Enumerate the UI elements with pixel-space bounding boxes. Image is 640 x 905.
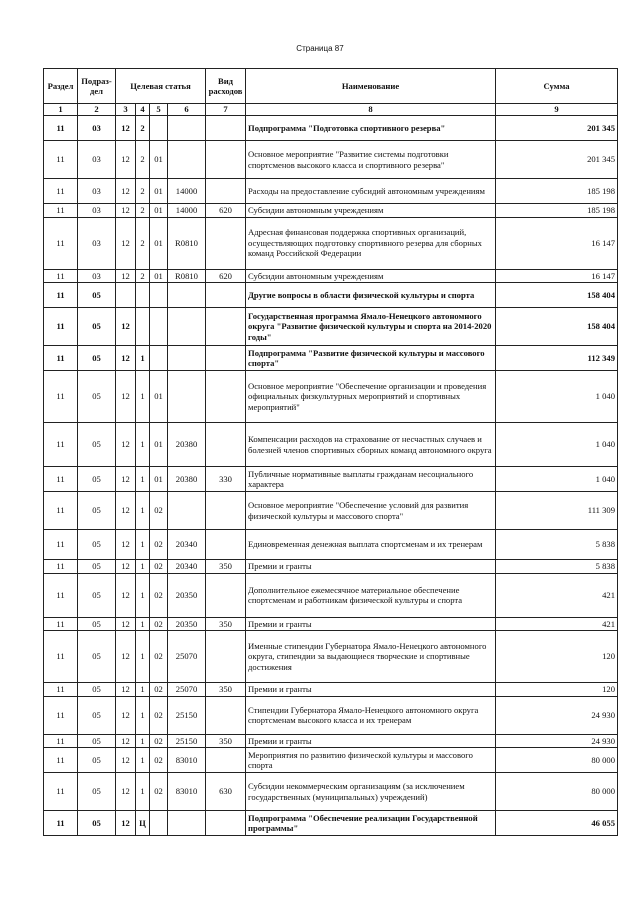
- cell-subprogram: 1: [136, 631, 150, 683]
- column-number-row: [44, 104, 618, 116]
- cell-name: Публичные нормативные выплаты гражданам несоциального характера: [246, 467, 496, 492]
- cell-event: 01: [150, 423, 168, 467]
- cell-podrazdel: 05: [78, 617, 116, 631]
- table-body: [44, 116, 618, 836]
- cell-subprogram: 2: [136, 217, 150, 269]
- cell-podrazdel: 05: [78, 423, 116, 467]
- cell-razdel: 11: [44, 467, 78, 492]
- cell-expense-type: [206, 811, 246, 836]
- cell-name: Основное мероприятие "Развитие системы подготовки спортсменов высокого класса и спортивного резерва": [246, 141, 496, 179]
- cell-sum: 158 404: [496, 283, 618, 308]
- cell-razdel: 11: [44, 204, 78, 218]
- cell-subprogram: 1: [136, 560, 150, 574]
- cell-podrazdel: 03: [78, 217, 116, 269]
- cell-subprogram: [136, 283, 150, 308]
- cell-direction: [168, 371, 206, 423]
- cell-event: 02: [150, 683, 168, 697]
- cell-program: 12: [116, 748, 136, 773]
- cell-expense-type: [206, 141, 246, 179]
- cell-event: 01: [150, 217, 168, 269]
- cell-expense-type: [206, 346, 246, 371]
- cell-program: 12: [116, 773, 136, 811]
- cell-podrazdel: 03: [78, 269, 116, 283]
- cell-expense-type: 350: [206, 617, 246, 631]
- cell-program: 12: [116, 308, 136, 346]
- cell-event: 02: [150, 734, 168, 748]
- cell-direction: [168, 308, 206, 346]
- table-row: [44, 492, 618, 530]
- cell-expense-type: [206, 573, 246, 617]
- cell-direction: R0810: [168, 269, 206, 283]
- column-number: 8: [246, 104, 496, 116]
- cell-sum: 421: [496, 617, 618, 631]
- cell-program: 12: [116, 696, 136, 734]
- table-row: [44, 631, 618, 683]
- cell-program: 12: [116, 179, 136, 204]
- cell-sum: 24 930: [496, 696, 618, 734]
- cell-subprogram: 1: [136, 696, 150, 734]
- cell-direction: [168, 346, 206, 371]
- cell-program: 12: [116, 269, 136, 283]
- cell-program: 12: [116, 467, 136, 492]
- column-number: 4: [136, 104, 150, 116]
- cell-expense-type: 330: [206, 467, 246, 492]
- page-label: Страница 87: [296, 44, 344, 53]
- cell-program: 12: [116, 116, 136, 141]
- cell-expense-type: 620: [206, 269, 246, 283]
- cell-expense-type: 350: [206, 734, 246, 748]
- cell-razdel: 11: [44, 492, 78, 530]
- cell-program: 12: [116, 346, 136, 371]
- budget-table: [43, 68, 618, 836]
- cell-sum: 120: [496, 683, 618, 697]
- cell-sum: 120: [496, 631, 618, 683]
- table-row: [44, 467, 618, 492]
- column-number: 2: [78, 104, 116, 116]
- cell-name: Адресная финансовая поддержка спортивных организаций, осуществляющих подготовку спортивного резерва для сборных команд Российской Федерации: [246, 217, 496, 269]
- cell-event: 02: [150, 748, 168, 773]
- cell-sum: 80 000: [496, 773, 618, 811]
- cell-sum: 24 930: [496, 734, 618, 748]
- cell-event: 02: [150, 773, 168, 811]
- cell-expense-type: [206, 696, 246, 734]
- cell-podrazdel: 03: [78, 204, 116, 218]
- cell-razdel: 11: [44, 283, 78, 308]
- cell-podrazdel: 05: [78, 346, 116, 371]
- cell-direction: 14000: [168, 204, 206, 218]
- cell-podrazdel: 05: [78, 773, 116, 811]
- cell-podrazdel: 05: [78, 573, 116, 617]
- column-number: 1: [44, 104, 78, 116]
- cell-name: Единовременная денежная выплата спортсменам и их тренерам: [246, 530, 496, 560]
- cell-name: Основное мероприятие "Обеспечение организации и проведения официальных физкультурных мероприятий и спортивных мероприятий": [246, 371, 496, 423]
- cell-expense-type: 630: [206, 773, 246, 811]
- cell-sum: 201 345: [496, 116, 618, 141]
- cell-subprogram: 2: [136, 204, 150, 218]
- cell-direction: 25150: [168, 696, 206, 734]
- cell-podrazdel: 03: [78, 141, 116, 179]
- cell-expense-type: [206, 371, 246, 423]
- cell-expense-type: [206, 631, 246, 683]
- table-row: [44, 773, 618, 811]
- cell-event: [150, 811, 168, 836]
- cell-name: Расходы на предоставление субсидий автономным учреждениям: [246, 179, 496, 204]
- cell-razdel: 11: [44, 141, 78, 179]
- cell-event: [150, 346, 168, 371]
- cell-event: 01: [150, 141, 168, 179]
- cell-event: 01: [150, 371, 168, 423]
- cell-razdel: 11: [44, 116, 78, 141]
- cell-sum: 80 000: [496, 748, 618, 773]
- cell-podrazdel: 03: [78, 179, 116, 204]
- cell-event: 02: [150, 631, 168, 683]
- cell-razdel: 11: [44, 346, 78, 371]
- cell-program: 12: [116, 530, 136, 560]
- column-number: 3: [116, 104, 136, 116]
- cell-subprogram: 2: [136, 141, 150, 179]
- cell-direction: [168, 492, 206, 530]
- cell-razdel: 11: [44, 617, 78, 631]
- cell-event: [150, 308, 168, 346]
- cell-sum: 46 055: [496, 811, 618, 836]
- table-row: [44, 283, 618, 308]
- table-row: [44, 748, 618, 773]
- cell-name: Субсидии некоммерческим организациям (за исключением государственных (муниципальных) учреждений): [246, 773, 496, 811]
- cell-subprogram: 2: [136, 116, 150, 141]
- cell-direction: 83010: [168, 748, 206, 773]
- cell-subprogram: 1: [136, 530, 150, 560]
- cell-name: Подпрограмма "Развитие физической культуры и массового спорта": [246, 346, 496, 371]
- cell-subprogram: 2: [136, 179, 150, 204]
- cell-expense-type: [206, 308, 246, 346]
- cell-razdel: 11: [44, 773, 78, 811]
- cell-direction: 20380: [168, 423, 206, 467]
- cell-podrazdel: 05: [78, 283, 116, 308]
- cell-subprogram: 1: [136, 573, 150, 617]
- cell-name: Именные стипендии Губернатора Ямало-Ненецкого автономного округа, стипендии за выдающиеся творческие и спортивные достижения: [246, 631, 496, 683]
- cell-direction: 20380: [168, 467, 206, 492]
- header-sum: Сумма: [496, 69, 618, 104]
- cell-podrazdel: 05: [78, 308, 116, 346]
- cell-name: Субсидии автономным учреждениям: [246, 269, 496, 283]
- cell-podrazdel: 05: [78, 560, 116, 574]
- cell-program: 12: [116, 811, 136, 836]
- cell-sum: 158 404: [496, 308, 618, 346]
- table-row: [44, 179, 618, 204]
- cell-subprogram: [136, 308, 150, 346]
- cell-subprogram: 1: [136, 617, 150, 631]
- table-row: [44, 683, 618, 697]
- cell-event: 01: [150, 269, 168, 283]
- cell-razdel: 11: [44, 179, 78, 204]
- cell-razdel: 11: [44, 423, 78, 467]
- header-podrazdel: Подраз-дел: [78, 69, 116, 104]
- cell-razdel: 11: [44, 696, 78, 734]
- cell-event: 01: [150, 467, 168, 492]
- header-expense-type: Вид расходов: [206, 69, 246, 104]
- cell-expense-type: 350: [206, 683, 246, 697]
- table-row: [44, 530, 618, 560]
- cell-name: Стипендии Губернатора Ямало-Ненецкого автономного округа спортсменам высокого класса и их тренерам: [246, 696, 496, 734]
- cell-program: 12: [116, 560, 136, 574]
- cell-podrazdel: 05: [78, 734, 116, 748]
- cell-expense-type: [206, 492, 246, 530]
- cell-program: 12: [116, 423, 136, 467]
- cell-expense-type: 350: [206, 560, 246, 574]
- table-row: [44, 617, 618, 631]
- column-number: 6: [168, 104, 206, 116]
- cell-sum: 16 147: [496, 269, 618, 283]
- cell-event: 02: [150, 696, 168, 734]
- table-row: [44, 269, 618, 283]
- cell-subprogram: 1: [136, 467, 150, 492]
- cell-name: Основное мероприятие "Обеспечение условий для развития физической культуры и массового спорта": [246, 492, 496, 530]
- cell-event: [150, 283, 168, 308]
- cell-sum: 1 040: [496, 423, 618, 467]
- cell-event: 02: [150, 560, 168, 574]
- cell-direction: 25150: [168, 734, 206, 748]
- cell-expense-type: 620: [206, 204, 246, 218]
- cell-podrazdel: 05: [78, 631, 116, 683]
- cell-direction: 20340: [168, 560, 206, 574]
- cell-sum: 111 309: [496, 492, 618, 530]
- cell-name: Субсидии автономным учреждениям: [246, 204, 496, 218]
- cell-sum: 5 838: [496, 530, 618, 560]
- cell-name: Премии и гранты: [246, 734, 496, 748]
- cell-direction: 25070: [168, 683, 206, 697]
- column-number: 5: [150, 104, 168, 116]
- cell-subprogram: 1: [136, 734, 150, 748]
- cell-program: 12: [116, 631, 136, 683]
- cell-direction: 14000: [168, 179, 206, 204]
- cell-name: Премии и гранты: [246, 683, 496, 697]
- cell-razdel: 11: [44, 530, 78, 560]
- cell-sum: 185 198: [496, 179, 618, 204]
- cell-name: Подпрограмма "Обеспечение реализации Государственной программы": [246, 811, 496, 836]
- cell-direction: 20340: [168, 530, 206, 560]
- cell-program: 12: [116, 492, 136, 530]
- table-row: [44, 560, 618, 574]
- cell-direction: 25070: [168, 631, 206, 683]
- cell-podrazdel: 05: [78, 530, 116, 560]
- cell-program: 12: [116, 217, 136, 269]
- cell-expense-type: [206, 748, 246, 773]
- cell-razdel: 11: [44, 573, 78, 617]
- cell-sum: 112 349: [496, 346, 618, 371]
- cell-sum: 5 838: [496, 560, 618, 574]
- cell-subprogram: 1: [136, 773, 150, 811]
- cell-razdel: 11: [44, 631, 78, 683]
- table-row: [44, 141, 618, 179]
- cell-name: Мероприятия по развитию физической культуры и массового спорта: [246, 748, 496, 773]
- cell-direction: [168, 811, 206, 836]
- cell-razdel: 11: [44, 269, 78, 283]
- column-number: 7: [206, 104, 246, 116]
- cell-name: Премии и гранты: [246, 560, 496, 574]
- cell-subprogram: 1: [136, 748, 150, 773]
- cell-razdel: 11: [44, 683, 78, 697]
- cell-razdel: 11: [44, 560, 78, 574]
- cell-podrazdel: 05: [78, 467, 116, 492]
- cell-name: Другие вопросы в области физической культуры и спорта: [246, 283, 496, 308]
- cell-direction: R0810: [168, 217, 206, 269]
- cell-expense-type: [206, 530, 246, 560]
- cell-event: 02: [150, 530, 168, 560]
- table-row: [44, 371, 618, 423]
- cell-razdel: 11: [44, 217, 78, 269]
- cell-sum: 1 040: [496, 467, 618, 492]
- cell-sum: 185 198: [496, 204, 618, 218]
- cell-podrazdel: 05: [78, 696, 116, 734]
- cell-name: Компенсации расходов на страхование от несчастных случаев и болезней членов спортивных сборных команд автономного округа: [246, 423, 496, 467]
- cell-subprogram: 1: [136, 371, 150, 423]
- cell-name: Дополнительное ежемесячное материальное обеспечение спортсменам и работникам физической культуры и спорта: [246, 573, 496, 617]
- cell-expense-type: [206, 217, 246, 269]
- cell-podrazdel: 05: [78, 371, 116, 423]
- cell-event: 01: [150, 179, 168, 204]
- cell-razdel: 11: [44, 748, 78, 773]
- cell-podrazdel: 05: [78, 683, 116, 697]
- cell-podrazdel: 03: [78, 116, 116, 141]
- header-target-article: Целевая статья: [116, 69, 206, 104]
- cell-podrazdel: 05: [78, 748, 116, 773]
- cell-expense-type: [206, 283, 246, 308]
- cell-podrazdel: 05: [78, 811, 116, 836]
- cell-expense-type: [206, 116, 246, 141]
- cell-sum: 1 040: [496, 371, 618, 423]
- cell-name: Подпрограмма "Подготовка спортивного резерва": [246, 116, 496, 141]
- table-row: [44, 423, 618, 467]
- cell-direction: [168, 116, 206, 141]
- header-row: [44, 69, 618, 104]
- table-row: [44, 204, 618, 218]
- cell-name: Государственная программа Ямало-Ненецкого автономного округа "Развитие физической культуры и спорта на 2014-2020 годы": [246, 308, 496, 346]
- cell-subprogram: 1: [136, 423, 150, 467]
- table-row: [44, 217, 618, 269]
- cell-expense-type: [206, 179, 246, 204]
- cell-expense-type: [206, 423, 246, 467]
- cell-program: 12: [116, 204, 136, 218]
- cell-subprogram: 1: [136, 683, 150, 697]
- cell-program: 12: [116, 573, 136, 617]
- column-number: 9: [496, 104, 618, 116]
- header-razdel: Раздел: [44, 69, 78, 104]
- table-row: [44, 734, 618, 748]
- cell-subprogram: 1: [136, 346, 150, 371]
- cell-direction: 83010: [168, 773, 206, 811]
- cell-program: [116, 283, 136, 308]
- cell-sum: 421: [496, 573, 618, 617]
- cell-sum: 16 147: [496, 217, 618, 269]
- cell-podrazdel: 05: [78, 492, 116, 530]
- cell-direction: 20350: [168, 617, 206, 631]
- table-row: [44, 346, 618, 371]
- cell-event: 01: [150, 204, 168, 218]
- cell-razdel: 11: [44, 734, 78, 748]
- cell-event: 02: [150, 492, 168, 530]
- cell-program: 12: [116, 683, 136, 697]
- cell-subprogram: 1: [136, 492, 150, 530]
- cell-name: Премии и гранты: [246, 617, 496, 631]
- cell-subprogram: Ц: [136, 811, 150, 836]
- header-name: Наименование: [246, 69, 496, 104]
- cell-event: 02: [150, 573, 168, 617]
- cell-program: 12: [116, 141, 136, 179]
- cell-program: 12: [116, 617, 136, 631]
- cell-sum: 201 345: [496, 141, 618, 179]
- table-row: [44, 811, 618, 836]
- cell-direction: 20350: [168, 573, 206, 617]
- cell-direction: [168, 283, 206, 308]
- cell-program: 12: [116, 734, 136, 748]
- table-row: [44, 308, 618, 346]
- cell-razdel: 11: [44, 308, 78, 346]
- cell-event: [150, 116, 168, 141]
- cell-razdel: 11: [44, 371, 78, 423]
- cell-event: 02: [150, 617, 168, 631]
- cell-subprogram: 2: [136, 269, 150, 283]
- cell-razdel: 11: [44, 811, 78, 836]
- cell-direction: [168, 141, 206, 179]
- cell-program: 12: [116, 371, 136, 423]
- table-row: [44, 116, 618, 141]
- table-row: [44, 696, 618, 734]
- table-row: [44, 573, 618, 617]
